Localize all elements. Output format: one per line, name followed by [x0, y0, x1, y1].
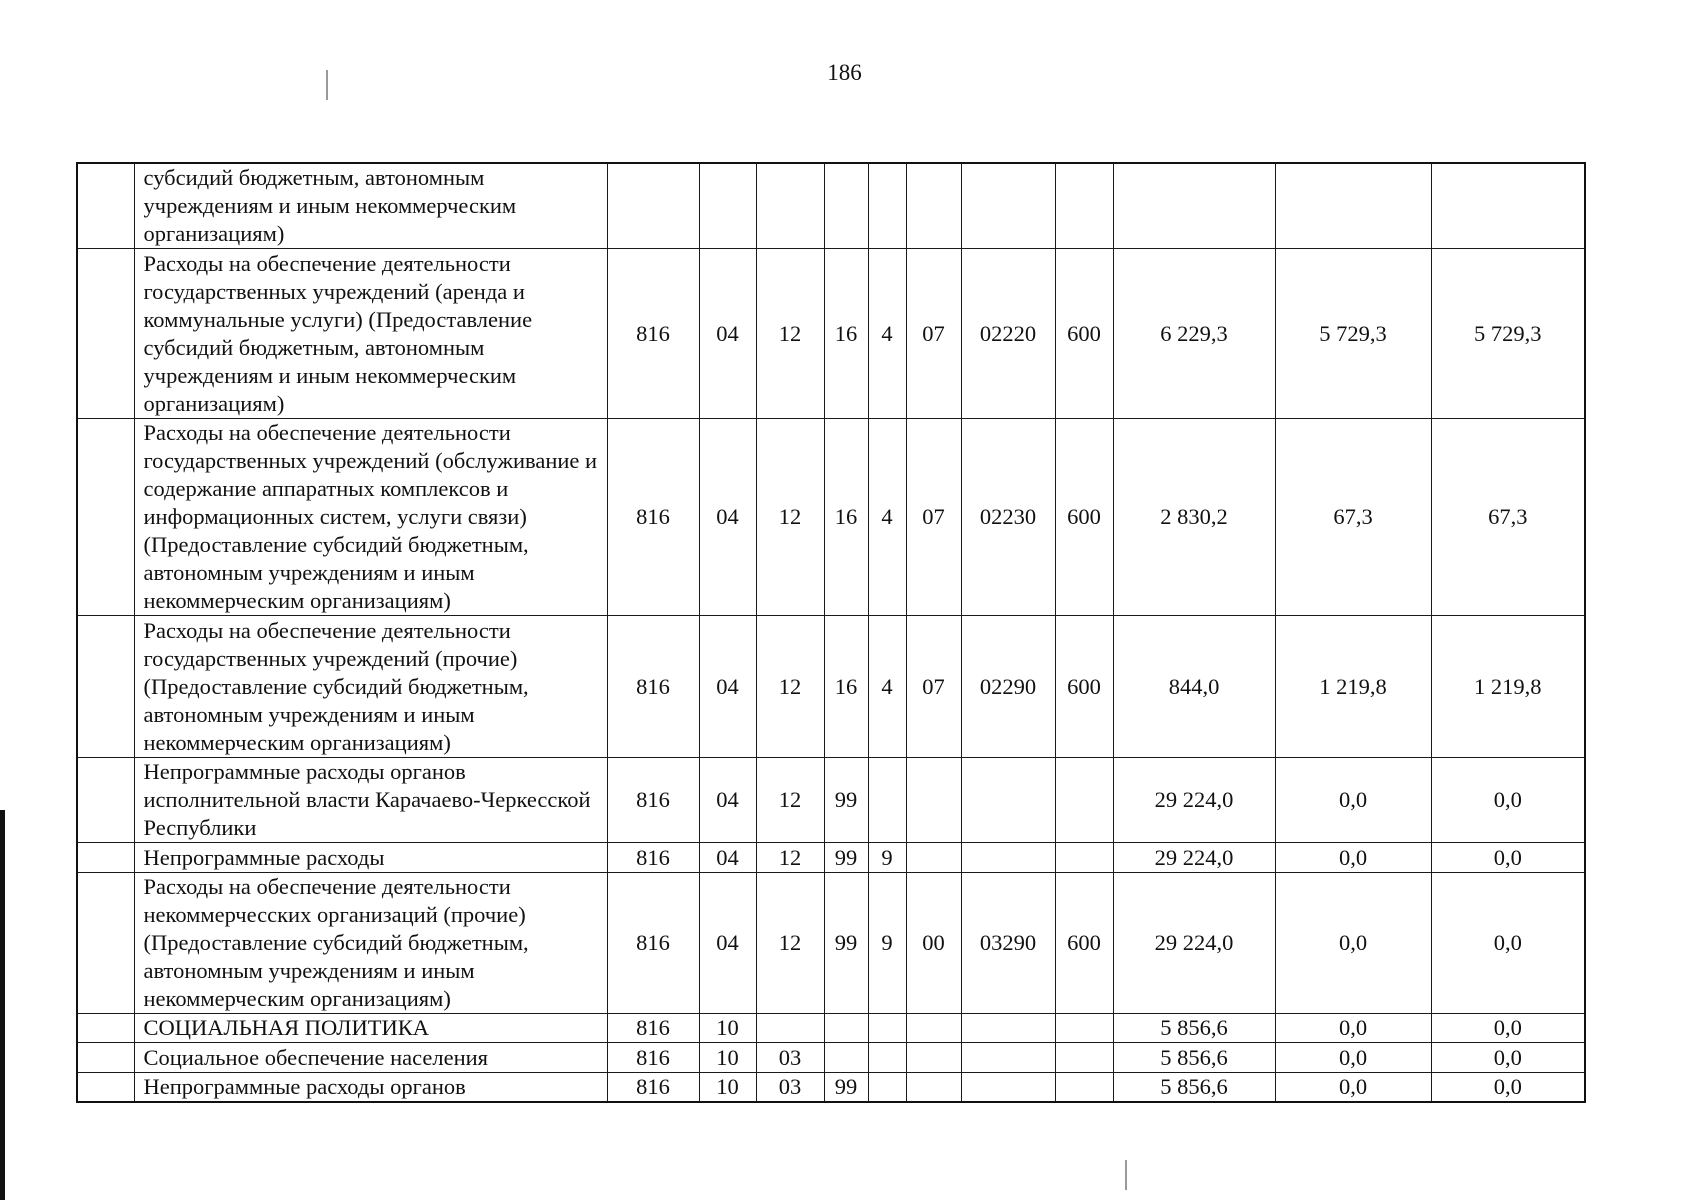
- section-cell: 04: [699, 249, 756, 419]
- table-row: [77, 249, 1585, 419]
- section-cell: 10: [699, 1073, 756, 1103]
- direction-cell: [961, 758, 1055, 843]
- main-event-cell: [906, 758, 961, 843]
- expense-type-cell: [1055, 1073, 1113, 1103]
- subsection-cell: 12: [756, 873, 824, 1014]
- amount-year1-cell: 6 229,3: [1113, 249, 1275, 419]
- direction-cell: [961, 1073, 1055, 1103]
- amount-year2-cell: 0,0: [1275, 1043, 1431, 1073]
- program-cell: 99: [824, 873, 868, 1014]
- expense-name-cell: Расходы на обеспечение деятельности государственных учреждений (аренда и коммунальные услуги) (Предоставление субсидий бюджетным, автономным учреждениям и иным некоммерческим организациям): [134, 249, 607, 419]
- amount-year3-cell: 5 729,3: [1431, 249, 1585, 419]
- budget-code-cell: 816: [607, 873, 699, 1014]
- section-cell: 10: [699, 1043, 756, 1073]
- table-row: [77, 843, 1585, 873]
- subprogram-cell: [868, 758, 906, 843]
- subsection-cell: 12: [756, 249, 824, 419]
- main-event-cell: 07: [906, 616, 961, 758]
- subsection-cell: 12: [756, 419, 824, 616]
- program-cell: [824, 163, 868, 249]
- subsection-cell: 12: [756, 843, 824, 873]
- expense-type-cell: 600: [1055, 249, 1113, 419]
- subsection-cell: 03: [756, 1043, 824, 1073]
- expense-name-cell: Социальное обеспечение населения: [134, 1043, 607, 1073]
- expense-type-cell: [1055, 1014, 1113, 1043]
- expense-name-cell: Расходы на обеспечение деятельности государственных учреждений (обслуживание и содержание аппаратных комплексов и информационных систем, услуги связи) (Предоставление субсидий бюджетным, автономным учреждениям и иным некоммерческим организациям): [134, 419, 607, 616]
- section-cell: 04: [699, 843, 756, 873]
- subsection-cell: 12: [756, 758, 824, 843]
- expense-name-cell: Расходы на обеспечение деятельности государственных учреждений (прочие) (Предоставление субсидий бюджетным, автономным учреждениям и иным некоммерческим организациям): [134, 616, 607, 758]
- direction-cell: [961, 843, 1055, 873]
- expense-name-cell: субсидий бюджетным, автономным учреждениям и иным некоммерческим организациям): [134, 163, 607, 249]
- budget-code-cell: 816: [607, 249, 699, 419]
- main-event-cell: [906, 843, 961, 873]
- budget-code-cell: 816: [607, 843, 699, 873]
- scan-edge-mark: [0, 810, 5, 1200]
- row-index-cell: [77, 1014, 134, 1043]
- subprogram-cell: [868, 163, 906, 249]
- amount-year3-cell: 0,0: [1431, 1014, 1585, 1043]
- amount-year1-cell: 844,0: [1113, 616, 1275, 758]
- program-cell: 99: [824, 1073, 868, 1103]
- amount-year1-cell: 5 856,6: [1113, 1043, 1275, 1073]
- direction-cell: [961, 163, 1055, 249]
- budget-code-cell: [607, 163, 699, 249]
- subprogram-cell: [868, 1073, 906, 1103]
- program-cell: [824, 1043, 868, 1073]
- budget-code-cell: 816: [607, 1014, 699, 1043]
- row-index-cell: [77, 1073, 134, 1103]
- amount-year2-cell: 5 729,3: [1275, 249, 1431, 419]
- subprogram-cell: 9: [868, 843, 906, 873]
- direction-cell: 03290: [961, 873, 1055, 1014]
- subprogram-cell: [868, 1014, 906, 1043]
- expense-name-cell: Непрограммные расходы органов: [134, 1073, 607, 1103]
- table-row: [77, 419, 1585, 616]
- amount-year3-cell: 0,0: [1431, 1073, 1585, 1103]
- row-index-cell: [77, 758, 134, 843]
- table-row: [77, 616, 1585, 758]
- table-body: [77, 163, 1585, 1102]
- expense-name-cell: Непрограммные расходы: [134, 843, 607, 873]
- subsection-cell: 03: [756, 1073, 824, 1103]
- section-cell: 04: [699, 419, 756, 616]
- main-event-cell: 07: [906, 419, 961, 616]
- amount-year3-cell: 0,0: [1431, 873, 1585, 1014]
- main-event-cell: 07: [906, 249, 961, 419]
- expense-type-cell: [1055, 843, 1113, 873]
- amount-year2-cell: [1275, 163, 1431, 249]
- program-cell: 16: [824, 616, 868, 758]
- section-cell: 04: [699, 616, 756, 758]
- direction-cell: 02230: [961, 419, 1055, 616]
- amount-year3-cell: 67,3: [1431, 419, 1585, 616]
- program-cell: 99: [824, 843, 868, 873]
- expense-type-cell: [1055, 1043, 1113, 1073]
- table-row: [77, 758, 1585, 843]
- program-cell: 16: [824, 419, 868, 616]
- table-row: [77, 1014, 1585, 1043]
- main-event-cell: [906, 1014, 961, 1043]
- amount-year1-cell: 5 856,6: [1113, 1014, 1275, 1043]
- amount-year2-cell: 0,0: [1275, 758, 1431, 843]
- budget-code-cell: 816: [607, 419, 699, 616]
- amount-year3-cell: 0,0: [1431, 843, 1585, 873]
- table-row: [77, 873, 1585, 1014]
- row-index-cell: [77, 419, 134, 616]
- direction-cell: [961, 1014, 1055, 1043]
- amount-year1-cell: 29 224,0: [1113, 843, 1275, 873]
- subsection-cell: [756, 1014, 824, 1043]
- expense-name-cell: СОЦИАЛЬНАЯ ПОЛИТИКА: [134, 1014, 607, 1043]
- expense-type-cell: 600: [1055, 419, 1113, 616]
- subprogram-cell: [868, 1043, 906, 1073]
- main-event-cell: [906, 1073, 961, 1103]
- main-event-cell: [906, 163, 961, 249]
- scan-speck: [1125, 1160, 1127, 1190]
- subprogram-cell: 4: [868, 419, 906, 616]
- amount-year2-cell: 0,0: [1275, 843, 1431, 873]
- row-index-cell: [77, 1043, 134, 1073]
- budget-code-cell: 816: [607, 616, 699, 758]
- subsection-cell: 12: [756, 616, 824, 758]
- direction-cell: 02220: [961, 249, 1055, 419]
- amount-year1-cell: 29 224,0: [1113, 758, 1275, 843]
- expense-name-cell: Непрограммные расходы органов исполнительной власти Карачаево-Черкесской Республики: [134, 758, 607, 843]
- section-cell: 04: [699, 873, 756, 1014]
- program-cell: 99: [824, 758, 868, 843]
- section-cell: 10: [699, 1014, 756, 1043]
- budget-table: [76, 162, 1586, 1103]
- amount-year2-cell: 0,0: [1275, 1014, 1431, 1043]
- row-index-cell: [77, 616, 134, 758]
- amount-year2-cell: 0,0: [1275, 1073, 1431, 1103]
- expense-type-cell: 600: [1055, 873, 1113, 1014]
- expense-type-cell: [1055, 163, 1113, 249]
- amount-year1-cell: [1113, 163, 1275, 249]
- budget-code-cell: 816: [607, 1043, 699, 1073]
- budget-code-cell: 816: [607, 758, 699, 843]
- row-index-cell: [77, 249, 134, 419]
- section-cell: [699, 163, 756, 249]
- amount-year3-cell: 1 219,8: [1431, 616, 1585, 758]
- main-event-cell: 00: [906, 873, 961, 1014]
- budget-code-cell: 816: [607, 1073, 699, 1103]
- scan-speck: [326, 70, 328, 100]
- main-event-cell: [906, 1043, 961, 1073]
- program-cell: 16: [824, 249, 868, 419]
- direction-cell: 02290: [961, 616, 1055, 758]
- subsection-cell: [756, 163, 824, 249]
- row-index-cell: [77, 843, 134, 873]
- row-index-cell: [77, 163, 134, 249]
- expense-name-cell: Расходы на обеспечение деятельности некоммерчесских организаций (прочие) (Предоставление субсидий бюджетным, автономным учреждениям и иным некоммерческим организациям): [134, 873, 607, 1014]
- amount-year1-cell: 5 856,6: [1113, 1073, 1275, 1103]
- amount-year2-cell: 1 219,8: [1275, 616, 1431, 758]
- section-cell: 04: [699, 758, 756, 843]
- amount-year3-cell: 0,0: [1431, 758, 1585, 843]
- expense-type-cell: 600: [1055, 616, 1113, 758]
- amount-year1-cell: 2 830,2: [1113, 419, 1275, 616]
- page-number: 186: [827, 60, 862, 85]
- table-row: [77, 163, 1585, 249]
- table-row: [77, 1043, 1585, 1073]
- amount-year2-cell: 0,0: [1275, 873, 1431, 1014]
- amount-year1-cell: 29 224,0: [1113, 873, 1275, 1014]
- table-row: [77, 1073, 1585, 1103]
- subprogram-cell: 4: [868, 616, 906, 758]
- program-cell: [824, 1014, 868, 1043]
- row-index-cell: [77, 873, 134, 1014]
- subprogram-cell: 4: [868, 249, 906, 419]
- amount-year2-cell: 67,3: [1275, 419, 1431, 616]
- amount-year3-cell: [1431, 163, 1585, 249]
- expense-type-cell: [1055, 758, 1113, 843]
- direction-cell: [961, 1043, 1055, 1073]
- amount-year3-cell: 0,0: [1431, 1043, 1585, 1073]
- subprogram-cell: 9: [868, 873, 906, 1014]
